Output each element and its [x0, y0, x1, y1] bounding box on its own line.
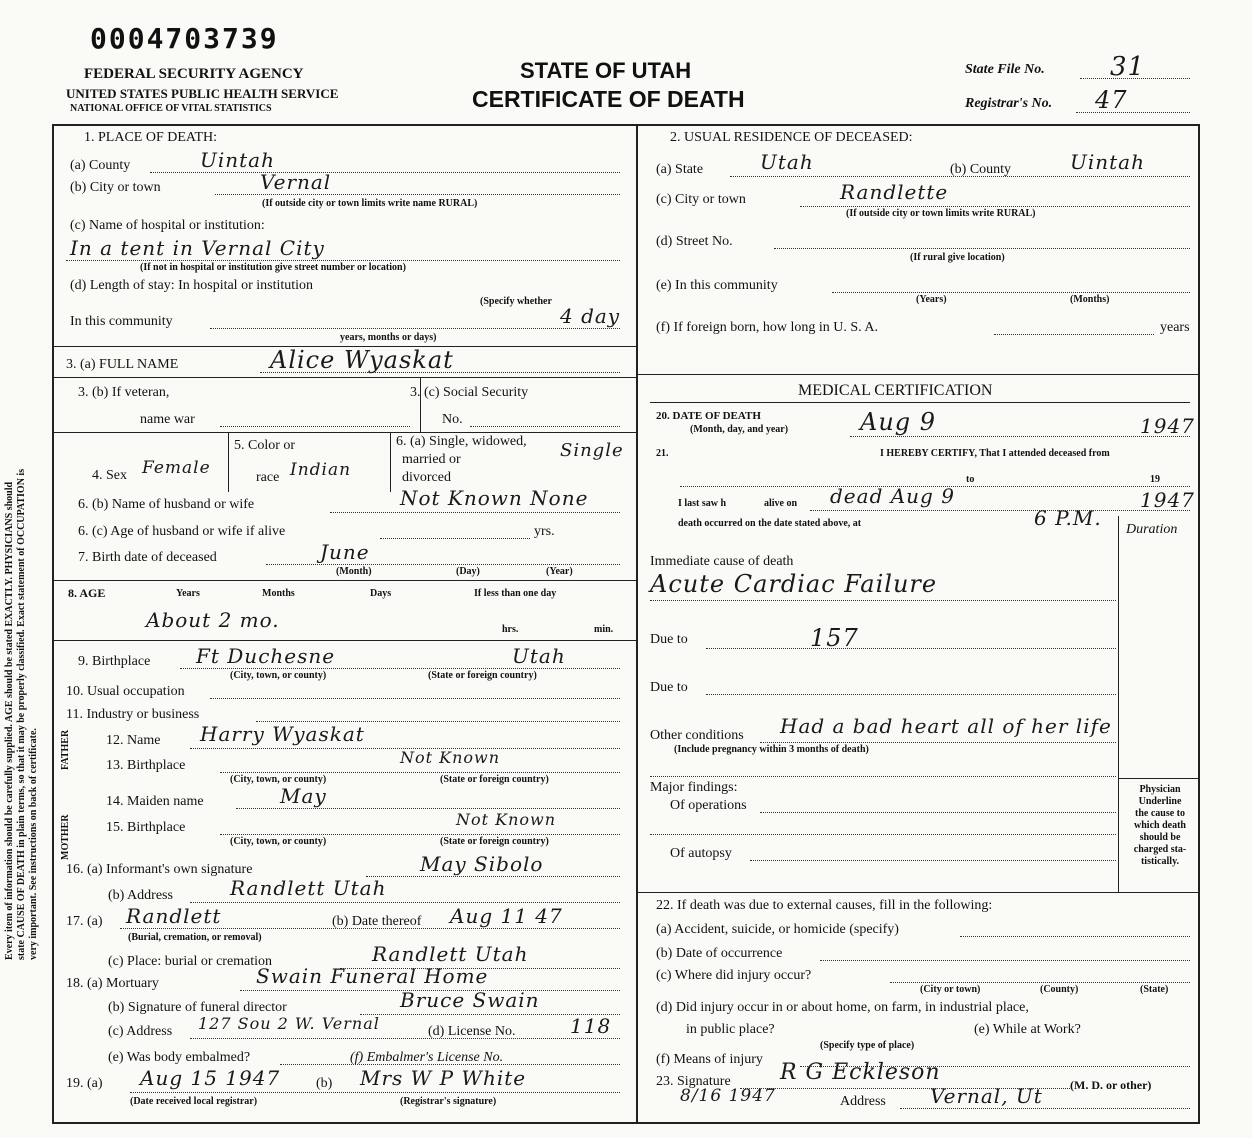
- agency-line-1: FEDERAL SECURITY AGENCY: [84, 66, 304, 82]
- where-city-note: (City or town): [920, 984, 981, 995]
- hospital-note: (If not in hospital or institution give street number or location): [140, 262, 406, 273]
- fullname-value: Alice Wyaskat: [270, 346, 454, 374]
- husband-value: Not Known None: [400, 486, 589, 510]
- registrar-sig-note: (Registrar's signature): [400, 1096, 497, 1107]
- res-city-value: Randlette: [840, 180, 949, 204]
- county-value: Uintah: [200, 148, 275, 172]
- accident-label: (a) Accident, suicide, or homicide (specify): [656, 922, 899, 937]
- res-street-label: (d) Street No.: [656, 234, 733, 249]
- sex-value: Female: [142, 458, 211, 478]
- marital-line3: divorced: [402, 470, 451, 485]
- stay-label: (d) Length of stay: In hospital or institution: [70, 278, 314, 293]
- frame-bottom: [52, 1122, 1200, 1124]
- certify-year: 19: [1150, 474, 1160, 485]
- sig-address-value: Vernal, Ut: [930, 1084, 1043, 1108]
- community-value: 4 day: [560, 304, 621, 328]
- dod-value: Aug 9: [860, 408, 937, 436]
- race-label: race: [256, 470, 280, 485]
- res-state-value: Utah: [760, 150, 814, 174]
- ss-no-label: No.: [442, 412, 463, 427]
- external-causes-label: 22. If death was due to external causes, fill in the following:: [656, 898, 993, 913]
- immediate-cause-value: Acute Cardiac Failure: [650, 570, 938, 598]
- physician-box: [1122, 784, 1198, 868]
- community-note: years, months or days): [340, 332, 437, 343]
- agency-line-2: UNITED STATES PUBLIC HEALTH SERVICE: [66, 86, 339, 101]
- res-county-value: Uintah: [1070, 150, 1145, 174]
- father-city-note: (City, town, or county): [230, 774, 327, 785]
- pregnancy-note: (Include pregnancy within 3 months of death): [674, 744, 869, 755]
- duration-label: Duration: [1126, 522, 1178, 537]
- res-city-note: (If outside city or town limits write RURAL): [846, 208, 1036, 219]
- maiden-value: May: [280, 784, 327, 808]
- city-value: Vernal: [260, 170, 332, 194]
- burial-note: (Burial, cremation, or removal): [128, 932, 262, 943]
- occurred-value: 6 P.M.: [1034, 506, 1102, 530]
- where-county-note: (County): [1040, 984, 1079, 995]
- dod-label: 20. DATE OF DEATH: [656, 410, 761, 422]
- res-years-label: years: [1160, 320, 1190, 335]
- husband-label: 6. (b) Name of husband or wife: [78, 497, 255, 512]
- marital-line2: married or: [402, 452, 461, 467]
- mortuary-address-value: 127 Sou 2 W. Vernal: [198, 1014, 380, 1033]
- res-state-label: (a) State: [656, 162, 704, 177]
- father-name-label: 12. Name: [106, 733, 161, 748]
- registrar-label: Registrar's No.: [965, 96, 1053, 111]
- divider-medical: [636, 374, 1200, 375]
- place-of-death-label: 1. PLACE OF DEATH:: [84, 130, 218, 145]
- res-city-label: (c) City or town: [656, 192, 746, 207]
- signature-label: 23. Signature: [656, 1074, 731, 1089]
- age-hrs: hrs.: [502, 624, 519, 635]
- agency-line-3: NATIONAL OFFICE OF VITAL STATISTICS: [70, 103, 272, 114]
- license-label: (d) License No.: [428, 1024, 516, 1039]
- informant-address-label: (b) Address: [108, 888, 173, 903]
- age-years-col: Years: [176, 588, 200, 599]
- divider-sex: [52, 432, 636, 433]
- residence-label: 2. USUAL RESIDENCE OF DECEASED:: [670, 130, 913, 145]
- mother-birth-label: 15. Birthplace: [106, 820, 186, 835]
- burial-place-value: Randlett Utah: [372, 942, 529, 966]
- signature-value: R G Eckleson: [780, 1060, 941, 1085]
- physician-box-line: charged sta-: [1133, 844, 1187, 855]
- registrar-recv-label: 19. (a): [66, 1076, 103, 1091]
- signature-date: 8/16 1947: [680, 1086, 776, 1106]
- divider-birthplace: [52, 640, 636, 641]
- birthdate-value: June: [320, 540, 370, 564]
- certify-text: I HEREBY CERTIFY, That I attended deceased from: [880, 448, 1110, 459]
- last-saw-year: 1947: [1140, 488, 1195, 512]
- birthplace-state-note: (State or foreign country): [428, 670, 537, 681]
- where-label: (c) Where did injury occur?: [656, 968, 812, 983]
- birthplace-city-note: (City, town, or county): [230, 670, 327, 681]
- frame-top: [52, 124, 1200, 126]
- divider-sex-col: [228, 432, 229, 492]
- informant-label: 16. (a) Informant's own signature: [66, 862, 253, 877]
- birthdate-label: 7. Birth date of deceased: [78, 550, 217, 565]
- res-county-label: (b) County: [950, 162, 1012, 177]
- marital-label: 6. (a) Single, widowed,: [396, 434, 527, 449]
- burial-place-label: (c) Place: burial or cremation: [108, 954, 273, 969]
- hospital-value: In a tent in Vernal City: [70, 236, 325, 260]
- physician-box-line: tistically.: [1140, 856, 1180, 867]
- embalmer-license-label: (f) Embalmer's License No.: [350, 1050, 504, 1065]
- birth-day-label: (Day): [456, 566, 480, 577]
- occurred-label: death occurred on the date stated above, at: [678, 518, 862, 529]
- birth-year-label: (Year): [546, 566, 573, 577]
- father-side-label: FATHER: [60, 729, 71, 770]
- where-state-note: (State): [1140, 984, 1169, 995]
- father-birth-value: Not Known: [400, 748, 501, 767]
- date-thereof-value: Aug 11 47: [450, 904, 563, 928]
- county-label: (a) County: [70, 158, 131, 173]
- alive-on-label: alive on: [764, 498, 798, 509]
- occupation-label: 10. Usual occupation: [66, 684, 185, 699]
- serial-number: 0004703739: [90, 22, 279, 55]
- last-saw-value: dead Aug 9: [830, 484, 955, 508]
- community-label: In this community: [70, 314, 173, 329]
- age-months-col: Months: [262, 588, 295, 599]
- birthplace-state: Utah: [512, 644, 566, 668]
- father-birth-label: 13. Birthplace: [106, 758, 186, 773]
- registrar-signature-value: Mrs W P White: [360, 1066, 527, 1090]
- res-community-label: (e) In this community: [656, 278, 778, 293]
- state-file-value: 31: [1110, 52, 1146, 82]
- mother-birth-value: Not Known: [456, 810, 557, 829]
- other-conditions-value: Had a bad heart all of her life: [780, 714, 1112, 738]
- mortuary-value: Swain Funeral Home: [256, 964, 489, 988]
- side-line-2: state CAUSE OF DEATH in plain terms, so that it may be properly classified. Exact statement of OCCUPATION is: [16, 468, 27, 960]
- did-injury-label: (d) Did injury occur in or about home, on farm, in industrial place,: [656, 1000, 1029, 1015]
- side-line-1: Every item of information should be carefully supplied. AGE should be stated EXACTLY. PHYSICIANS should: [4, 481, 15, 960]
- age-label: 8. AGE: [68, 586, 106, 600]
- physician-box-line: Underline: [1138, 796, 1182, 807]
- state-file-label: State File No.: [965, 62, 1045, 77]
- due-to-2-label: Due to: [650, 680, 688, 695]
- occurrence-label: (b) Date of occurrence: [656, 946, 783, 961]
- physician-box-line: should be: [1139, 832, 1181, 843]
- stay-specify: (Specify whether: [480, 296, 552, 307]
- res-street-note: (If rural give location): [910, 252, 1005, 263]
- autopsy-label: Of autopsy: [670, 846, 732, 861]
- birthplace-label: 9. Birthplace: [78, 654, 151, 669]
- registrar-value: 47: [1095, 86, 1128, 114]
- specify-place-note: (Specify type of place): [820, 1040, 915, 1051]
- mortuary-label: 18. (a) Mortuary: [66, 976, 159, 991]
- yrs-label: yrs.: [534, 524, 555, 539]
- husband-age-label: 6. (c) Age of husband or wife if alive: [78, 524, 286, 539]
- marital-value: Single: [560, 440, 624, 461]
- public-place-label: in public place?: [686, 1022, 775, 1037]
- date-thereof-label: (b) Date thereof: [332, 914, 422, 929]
- license-value: 118: [570, 1014, 612, 1038]
- operations-label: Of operations: [670, 798, 747, 813]
- center-divider: [636, 124, 638, 1124]
- at-work-label: (e) While at Work?: [974, 1022, 1081, 1037]
- physician-box-line: Physician: [1139, 784, 1181, 795]
- informant-address-value: Randlett Utah: [230, 876, 387, 900]
- hospital-label: (c) Name of hospital or institution:: [70, 218, 265, 233]
- fullname-label: 3. (a) FULL NAME: [66, 357, 179, 372]
- funeral-director-label: (b) Signature of funeral director: [108, 1000, 287, 1015]
- burial-value: Randlett: [126, 904, 222, 928]
- city-note: (If outside city or town limits write name RURAL): [262, 198, 478, 209]
- father-name-value: Harry Wyaskat: [200, 722, 365, 746]
- name-war-label: name war: [140, 412, 195, 427]
- ss-label: 3. (c) Social Security: [410, 385, 529, 400]
- due-to-1-label: Due to: [650, 632, 688, 647]
- age-value: About 2 mo.: [146, 608, 280, 632]
- mother-side-label: MOTHER: [60, 814, 71, 860]
- mother-state-note: (State or foreign country): [440, 836, 549, 847]
- mortuary-address-label: (c) Address: [108, 1024, 173, 1039]
- res-years-note: (Years): [916, 294, 947, 305]
- major-findings-label: Major findings:: [650, 780, 738, 795]
- informant-value: May Sibolo: [420, 852, 544, 876]
- registrar-b-label: (b): [316, 1076, 333, 1091]
- medical-title: MEDICAL CERTIFICATION: [798, 382, 993, 399]
- cert-num: 21.: [656, 448, 669, 459]
- md-label: (M. D. or other): [1070, 1078, 1152, 1092]
- age-less-day: If less than one day: [474, 588, 557, 599]
- res-months-note: (Months): [1070, 294, 1110, 305]
- embalmed-label: (e) Was body embalmed?: [108, 1050, 251, 1065]
- other-conditions-label: Other conditions: [650, 728, 744, 743]
- burial-a-label: 17. (a): [66, 914, 103, 929]
- sex-label: 4. Sex: [92, 468, 127, 483]
- immediate-cause-label: Immediate cause of death: [650, 554, 794, 569]
- funeral-director-value: Bruce Swain: [400, 988, 540, 1012]
- age-min: min.: [594, 624, 614, 635]
- side-instructions: [4, 160, 40, 960]
- certify-to: to: [966, 474, 975, 485]
- last-saw-label: I last saw h: [678, 498, 727, 509]
- father-state-note: (State or foreign country): [440, 774, 549, 785]
- dod-note: (Month, day, and year): [690, 424, 789, 435]
- birthplace-value: Ft Duchesne: [196, 644, 336, 668]
- frame-right: [1198, 124, 1200, 1124]
- industry-label: 11. Industry or business: [66, 707, 200, 722]
- divider-external: [636, 892, 1200, 893]
- res-foreign-label: (f) If foreign born, how long in U. S. A.: [656, 320, 879, 335]
- color-label: 5. Color or: [234, 438, 296, 453]
- age-days-col: Days: [370, 588, 392, 599]
- recv-note: (Date received local registrar): [130, 1096, 258, 1107]
- mother-city-note: (City, town, or county): [230, 836, 327, 847]
- race-value: Indian: [290, 460, 352, 480]
- side-line-3: very important. See instructions on back of certificate.: [28, 728, 39, 960]
- registrar-recv-value: Aug 15 1947: [140, 1066, 281, 1090]
- frame-left: [52, 124, 54, 1124]
- dod-year: 1947: [1140, 414, 1195, 438]
- birth-month-label: (Month): [336, 566, 372, 577]
- physician-box-line: which death: [1134, 820, 1186, 831]
- divider-race-col: [390, 432, 391, 492]
- veteran-label: 3. (b) If veteran,: [78, 385, 170, 400]
- maiden-label: 14. Maiden name: [106, 794, 204, 809]
- physician-box-line: the cause to: [1135, 808, 1185, 819]
- divider-duration: [1118, 516, 1119, 892]
- divider-veteran: [52, 377, 636, 378]
- certificate-title: CERTIFICATE OF DEATH: [472, 86, 745, 112]
- means-label: (f) Means of injury: [656, 1052, 763, 1067]
- divider-physician-box: [1118, 778, 1198, 779]
- due-to-1-value: 157: [810, 624, 859, 652]
- city-label: (b) City or town: [70, 180, 161, 195]
- sig-address-label: Address: [840, 1094, 886, 1109]
- divider-age: [52, 580, 636, 581]
- state-title: STATE OF UTAH: [520, 58, 692, 83]
